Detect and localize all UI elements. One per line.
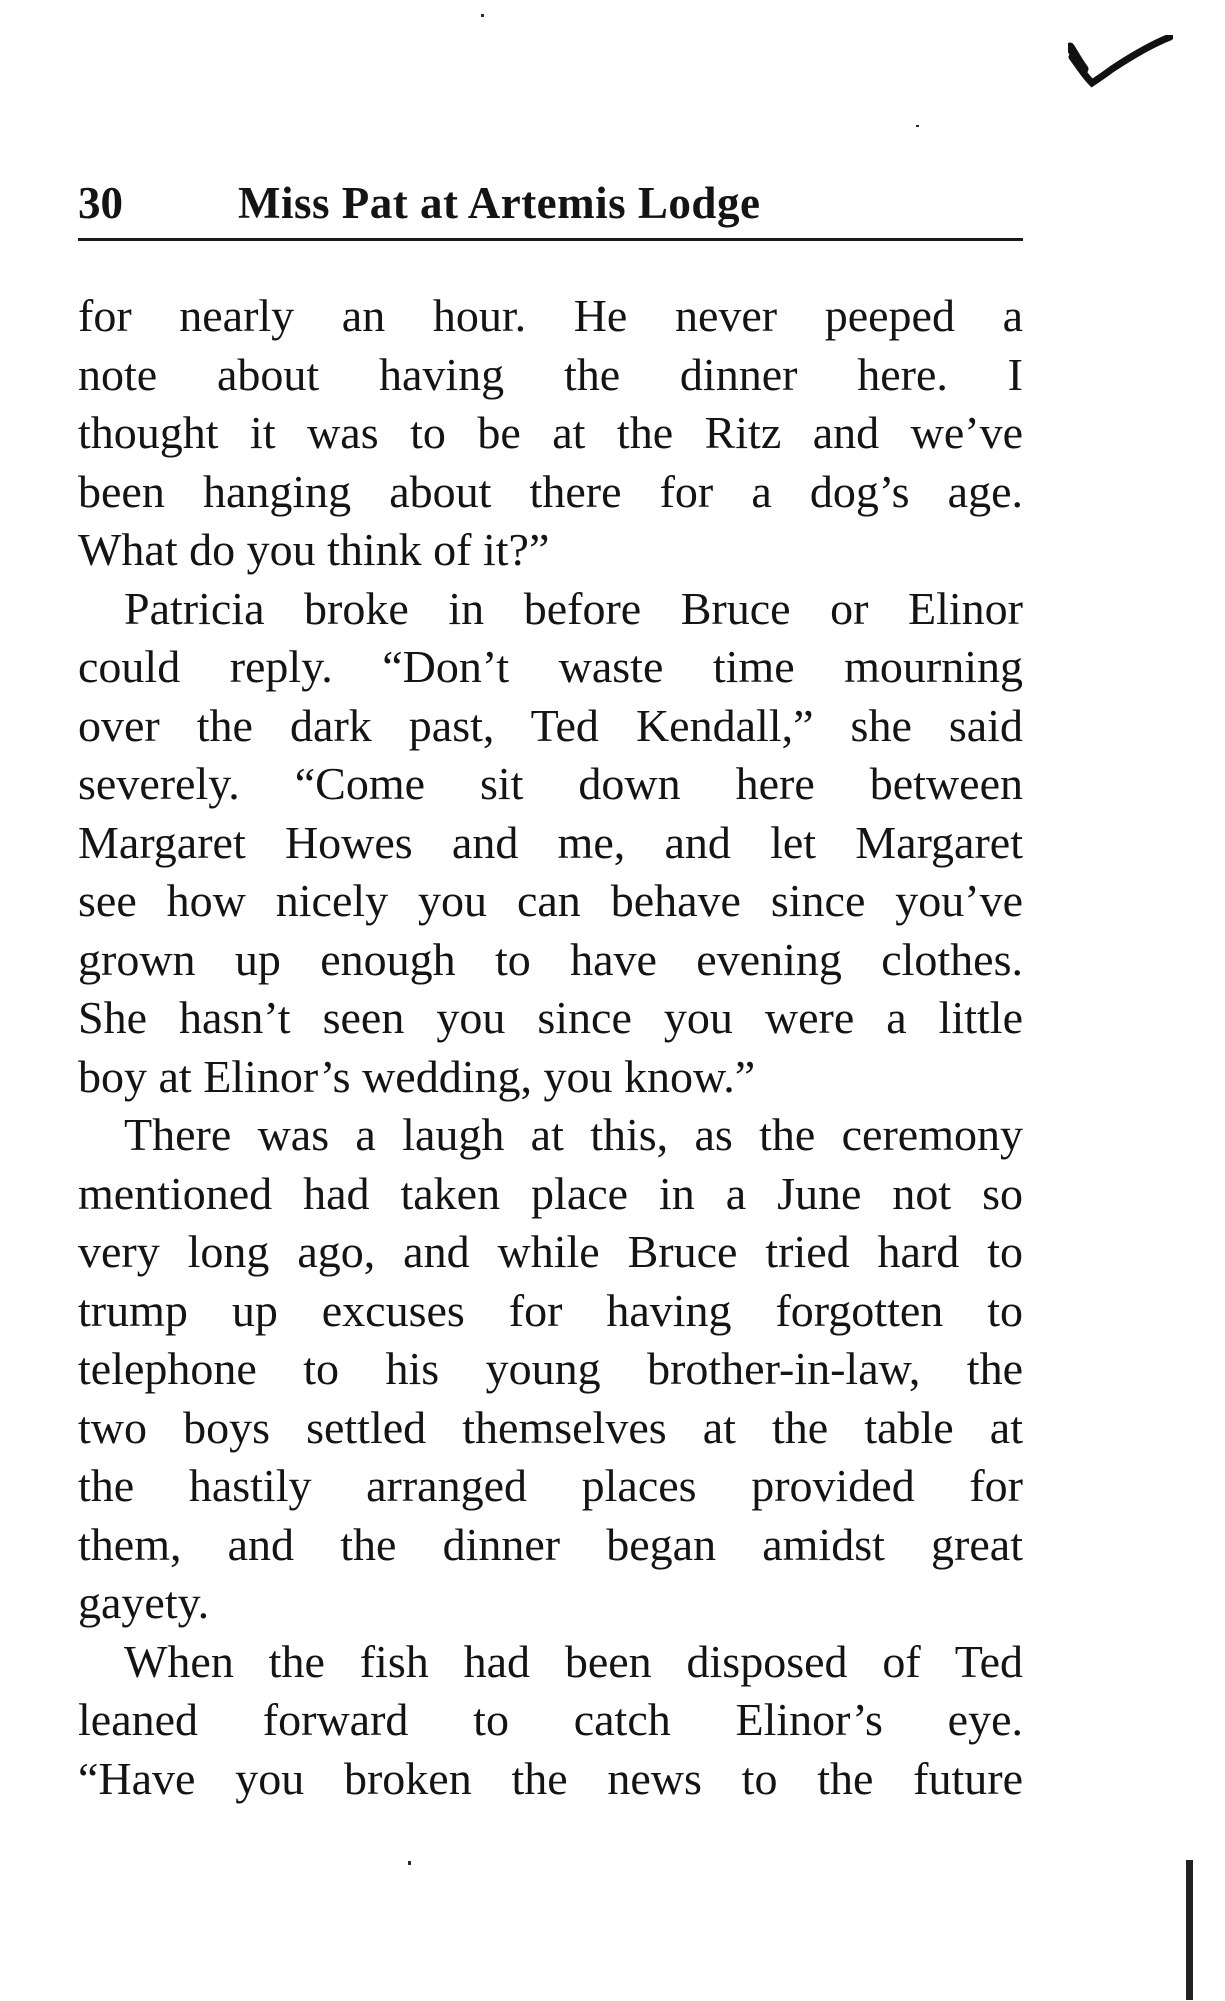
text-line: thought it was to be at the Ritz and we’ve [78,407,1023,458]
text-line: “Have you broken the news to the future [78,1752,1023,1804]
text-line: telephone to his young brother-in-law, the [78,1343,1023,1394]
text-line: There was a laugh at this, as the ceremony [124,1109,1023,1160]
body-text [78,287,1023,1808]
page-number: 30 [78,178,123,228]
text-line: grown up enough to have evening clothes. [78,933,1023,985]
ink-speck [916,125,919,127]
text-line: mentioned had taken place in a June not so [78,1167,1023,1219]
text-line: Patricia broke in before Bruce or Elinor [124,582,1023,634]
text-line: note about having the dinner here. I [78,348,1023,400]
text-line: two boys settled themselves at the table at [78,1401,1023,1453]
text-line: severely. “Come sit down here between [78,758,1023,809]
text-line: gayety. [78,1577,210,1628]
header-rule [78,238,1023,241]
text-line: When the fish had been disposed of Ted [124,1635,1023,1687]
text-line: see how nicely you can behave since you’ve [78,875,1023,926]
text-line: could reply. “Don’t waste time mourning [78,641,1023,692]
text-line: been hanging about there for a dog’s age. [78,465,1023,517]
ink-speck [481,14,484,17]
text-line: She hasn’t seen you since you were a little [78,992,1023,1043]
ink-speck [408,1861,411,1865]
text-line: leaned forward to catch Elinor’s eye. [78,1694,1023,1745]
check-mark-icon [1068,35,1173,90]
text-line: What do you think of it?” [78,524,550,575]
text-line: over the dark past, Ted Kendall,” she said [78,699,1023,751]
text-line: the hastily arranged places provided for [78,1460,1023,1511]
running-title: Miss Pat at Artemis Lodge [238,178,761,228]
text-line: boy at Elinor’s wedding, you know.” [78,1050,756,1102]
text-line: trump up excuses for having forgotten to [78,1284,1023,1336]
running-header [78,172,1023,234]
text-line: them, and the dinner began amidst great [78,1518,1023,1570]
text-line: for nearly an hour. He never peeped a [78,290,1023,341]
page-edge-mark [1186,1860,1193,2000]
text-line: very long ago, and while Bruce tried hard to [78,1226,1023,1277]
text-line: Margaret Howes and me, and let Margaret [78,816,1023,868]
